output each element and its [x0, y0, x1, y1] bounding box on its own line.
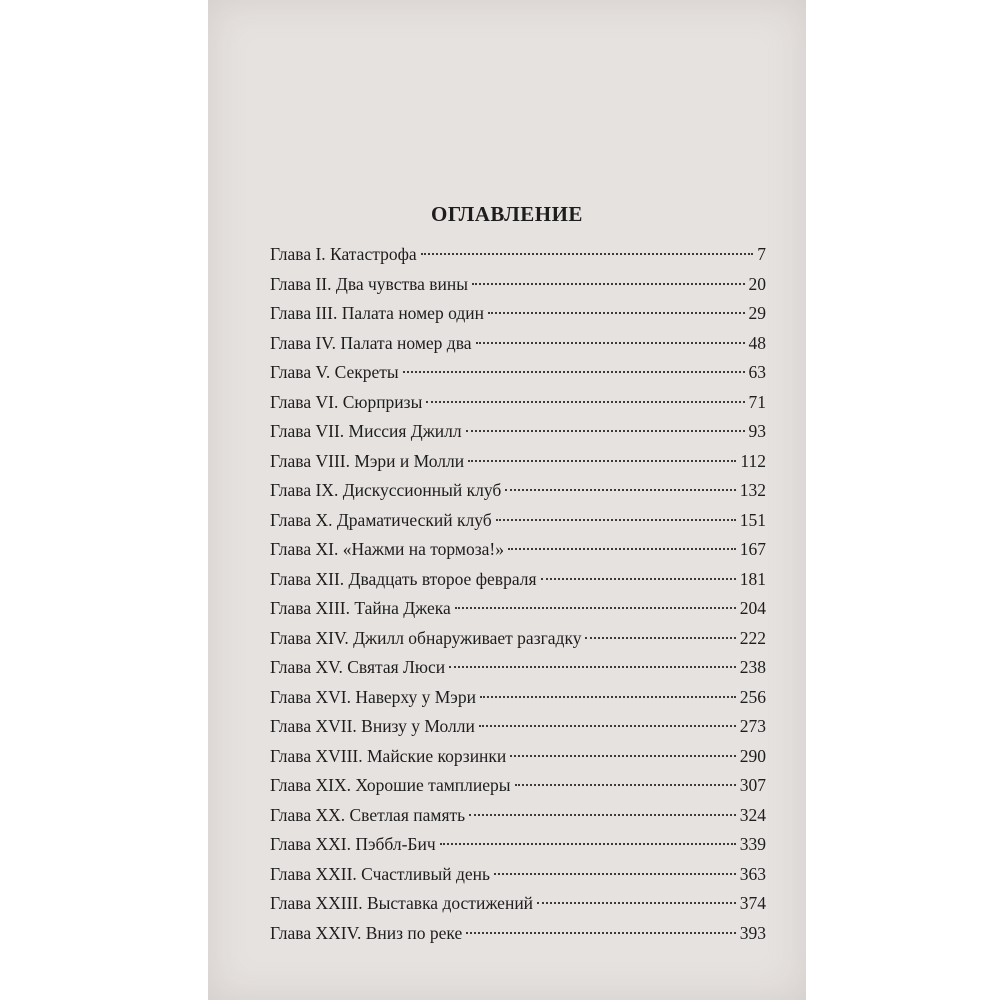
dot-leader	[510, 755, 735, 757]
dot-leader	[472, 283, 744, 285]
page-number: 63	[748, 362, 766, 382]
chapter-title: Глава XVI. Наверху у Мэри	[270, 686, 476, 707]
chapter-title: Глава VI. Сюрпризы	[270, 391, 423, 412]
page-number: 307	[739, 775, 766, 795]
chapter-title: Глава XXIII. Выставка достижений	[270, 893, 534, 913]
toc-entry	[270, 240, 766, 270]
dot-leader	[479, 725, 736, 727]
chapter-title: Глава X. Драматический клуб	[270, 509, 492, 530]
chapter-title: Глава XI. «Нажми на тормоза!»	[270, 539, 504, 559]
chapter-title: Глава IX. Дискуссионный клуб	[270, 480, 502, 500]
chapter-title: Глава V. Секреты	[270, 362, 399, 382]
dot-leader	[515, 784, 736, 786]
dot-leader	[421, 253, 754, 255]
page-number: 181	[739, 568, 766, 589]
dot-leader	[466, 932, 736, 934]
table-of-contents	[270, 240, 766, 948]
toc-entry	[270, 358, 766, 388]
page-number: 339	[739, 834, 766, 854]
chapter-title: Глава XXIV. Вниз по реке	[270, 922, 463, 943]
chapter-title: Глава XII. Двадцать второе февраля	[270, 568, 537, 589]
dot-leader	[449, 666, 736, 668]
chapter-title: Глава XIX. Хорошие тамплиеры	[270, 775, 511, 795]
page-number: 363	[739, 863, 766, 884]
chapter-title: Глава XVIII. Майские корзинки	[270, 745, 507, 766]
page-title: ОГЛАВЛЕНИЕ	[431, 202, 583, 227]
chapter-title: Глава XX. Светлая память	[270, 804, 466, 825]
page-number: 374	[739, 893, 766, 913]
toc-entry	[270, 860, 766, 890]
page-number: 71	[748, 391, 766, 412]
page-number: 151	[739, 509, 766, 530]
page-number: 7	[757, 244, 766, 264]
chapter-title: Глава II. Два чувства вины	[270, 273, 469, 294]
page-number: 393	[739, 922, 766, 943]
dot-leader	[476, 342, 745, 344]
dot-leader	[440, 843, 736, 845]
page-number: 167	[739, 539, 766, 559]
toc-entry	[270, 299, 766, 329]
page-number: 324	[739, 804, 766, 825]
toc-entry	[270, 594, 766, 624]
toc-entry	[270, 565, 766, 595]
dot-leader	[469, 814, 736, 816]
page-number: 290	[739, 745, 766, 766]
dot-leader	[541, 578, 736, 580]
dot-leader	[480, 696, 736, 698]
chapter-title: Глава VII. Миссия Джилл	[270, 421, 462, 441]
page-number: 256	[739, 686, 766, 707]
toc-entry	[270, 742, 766, 772]
dot-leader	[537, 902, 736, 904]
dot-leader	[466, 430, 745, 432]
toc-entry	[270, 476, 766, 506]
chapter-title: Глава XIII. Тайна Джека	[270, 598, 451, 618]
dot-leader	[468, 460, 736, 462]
page-number: 48	[748, 332, 766, 353]
dot-leader	[585, 637, 735, 639]
chapter-title: Глава XIV. Джилл обнаруживает разгадку	[270, 627, 582, 648]
toc-entry	[270, 801, 766, 831]
toc-entry	[270, 712, 766, 742]
page-number: 20	[748, 273, 766, 294]
chapter-title: Глава XVII. Внизу у Молли	[270, 716, 475, 736]
toc-entry	[270, 771, 766, 801]
chapter-title: Глава III. Палата номер один	[270, 303, 484, 323]
page-number: 222	[739, 627, 766, 648]
dot-leader	[403, 371, 745, 373]
dot-leader	[455, 607, 736, 609]
page-number: 29	[748, 303, 766, 323]
dot-leader	[426, 401, 744, 403]
chapter-title: Глава XXI. Пэббл-Бич	[270, 834, 436, 854]
toc-entry	[270, 329, 766, 359]
chapter-title: Глава IV. Палата номер два	[270, 332, 472, 353]
page-number: 273	[739, 716, 766, 736]
dot-leader	[488, 312, 745, 314]
page-number: 204	[739, 598, 766, 618]
toc-entry	[270, 624, 766, 654]
toc-entry	[270, 506, 766, 536]
chapter-title: Глава XXII. Счастливый день	[270, 863, 491, 884]
toc-entry	[270, 683, 766, 713]
chapter-title: Глава XV. Святая Люси	[270, 657, 446, 677]
page-number: 112	[740, 450, 766, 471]
dot-leader	[494, 873, 736, 875]
toc-entry	[270, 535, 766, 565]
chapter-title: Глава I. Катастрофа	[270, 244, 417, 264]
toc-entry	[270, 653, 766, 683]
toc-entry	[270, 919, 766, 949]
toc-entry	[270, 447, 766, 477]
chapter-title: Глава VIII. Мэри и Молли	[270, 450, 465, 471]
toc-entry	[270, 889, 766, 919]
dot-leader	[505, 489, 735, 491]
toc-entry	[270, 830, 766, 860]
page-number: 93	[748, 421, 766, 441]
page-number: 132	[739, 480, 766, 500]
dot-leader	[496, 519, 736, 521]
page-number: 238	[739, 657, 766, 677]
toc-entry	[270, 270, 766, 300]
toc-entry	[270, 388, 766, 418]
dot-leader	[508, 548, 736, 550]
toc-entry	[270, 417, 766, 447]
